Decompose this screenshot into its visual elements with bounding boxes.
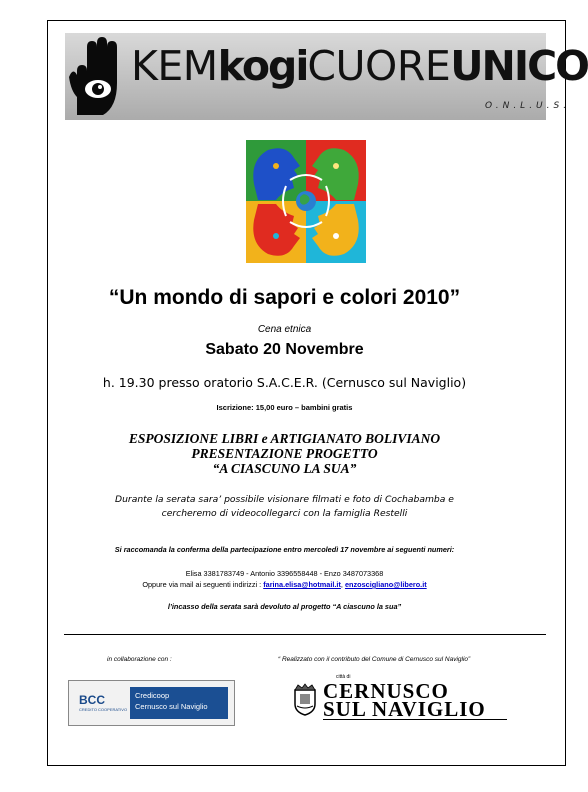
project-name: “A CIASCUNO LA SUA” [212, 461, 357, 476]
collaboration-label: in collaborazione con : [107, 656, 172, 663]
credicoop-panel [130, 687, 228, 719]
organization-header [65, 33, 588, 120]
event-date: Sabato 20 Novembre [205, 341, 364, 358]
city-prefix: città di [336, 674, 351, 680]
onlus-label: O.N.L.U.S. [485, 101, 571, 111]
four-faces-world-logo-icon [246, 140, 366, 263]
email-prefix: Oppure via mail ai seguenti indirizzi : [142, 580, 262, 589]
city-logo [290, 674, 510, 724]
event-subtitle: Cena etnica [257, 324, 312, 335]
event-title: “Un mondo di sapori e colori 2010” [108, 286, 461, 309]
description-line: cercheremo di videocollegarci con la famiglia Restelli [161, 508, 408, 519]
event-place: h. 19.30 presso oratorio S.A.C.E.R. (Cernusco sul Naviglio) [102, 375, 467, 390]
bcc-bank-name: BCC [79, 693, 105, 707]
email-line [0, 580, 569, 589]
project-line: PRESENTAZIONE PROGETTO [191, 446, 378, 461]
city-name-line1: CERNUSCO [323, 679, 449, 703]
proceeds-note: l’incasso della serata sarà devoluto al progetto “A ciascuno la sua” [167, 602, 402, 611]
city-crest-icon [292, 684, 318, 716]
email-separator: , [340, 580, 343, 589]
email-link-elisa[interactable]: farina.elisa@hotmail.it [263, 580, 341, 589]
credicoop-name: Credicoop [135, 691, 170, 700]
phone-numbers: Elisa 3381783749 - Antonio 3396558448 - Enzo 3487073368 [185, 569, 384, 578]
email-link-enzo[interactable]: enzoscigliano@libero.it [344, 580, 427, 589]
event-price: Iscrizione: 15,00 euro – bambini gratis [216, 403, 353, 412]
city-underline [323, 719, 507, 720]
organization-name: KEMkogiCUOREUNICO [131, 42, 588, 90]
confirmation-note: Si raccomanda la conferma della partecipazione entro mercoledì 17 novembre ai seguenti numeri: [114, 545, 455, 554]
description-line: Durante la serata sara’ possibile visionare filmati e foto di Cochabamba e [115, 494, 454, 505]
hand-eye-logo-icon [67, 37, 129, 117]
contribution-label: “ Realizzato con il contributo del Comune di Cernusco sul Naviglio” [278, 656, 471, 663]
bcc-bank-subtitle: CREDITO COOPERATIVO [79, 707, 128, 712]
description [0, 493, 569, 521]
bcc-sponsor-logo [68, 680, 235, 726]
page-frame [47, 20, 566, 766]
exhibition-block [0, 431, 569, 476]
city-name-line2: SUL NAVIGLIO [323, 697, 486, 721]
credicoop-location: Cernusco sul Naviglio [135, 702, 208, 711]
exhibition-line: ESPOSIZIONE LIBRI e ARTIGIANATO BOLIVIANO [128, 431, 441, 446]
divider [64, 634, 546, 635]
